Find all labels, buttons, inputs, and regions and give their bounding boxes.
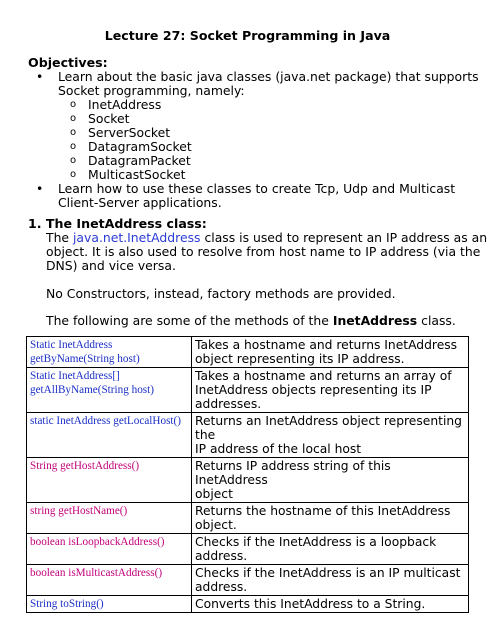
method-line: Static InetAddress[]: [30, 370, 120, 382]
bullet-icon: •: [36, 181, 44, 196]
paragraph-1-line-2: object. It is also used to resolve from host name to IP address (via the: [46, 244, 481, 259]
description-line: Converts this InetAddress to a String.: [195, 597, 426, 611]
inetaddress-link[interactable]: java.net.InetAddress: [72, 230, 201, 245]
sub-item-label: DatagramPacket: [88, 153, 191, 168]
description-line: InetAddress objects representing its IP: [195, 383, 432, 397]
method-line: String toString(): [30, 598, 104, 610]
lecture-title: Lecture 27: Socket Programming in Java: [104, 28, 391, 43]
sub-item-label: InetAddress: [88, 97, 162, 112]
method-cell: [27, 565, 192, 596]
sub-item-label: ServerSocket: [88, 125, 171, 140]
table-row: [27, 503, 469, 534]
method-cell: [27, 368, 192, 413]
description-line: addresses.: [195, 397, 262, 411]
objectives-heading: Objectives:: [28, 55, 108, 70]
table-row: [27, 413, 469, 458]
table-row: [27, 596, 469, 613]
table-row: [27, 534, 469, 565]
bullet-2-line-2: Client-Server applications.: [58, 195, 222, 210]
description-line: Returns IP address string of this InetAddress: [195, 459, 391, 487]
description-line: Takes a hostname and returns InetAddress: [195, 338, 458, 352]
para-prefix: The: [46, 230, 73, 245]
description-line: Returns the hostname of this InetAddress: [195, 504, 451, 518]
description-line: address.: [195, 580, 248, 594]
bullet-1-line-2: Socket programming, namely:: [58, 83, 245, 98]
para-suffix: class.: [417, 313, 456, 328]
bullet-2-line-1: Learn how to use these classes to create Tcp, Udp and Multicast: [58, 181, 456, 196]
circle-bullet-icon: o: [70, 169, 77, 180]
method-cell: [27, 337, 192, 368]
description-cell: [192, 596, 469, 613]
method-cell: [27, 503, 192, 534]
description-cell: [192, 565, 469, 596]
sub-item-label: DatagramSocket: [88, 139, 192, 154]
method-cell: [27, 413, 192, 458]
table-row: [27, 337, 469, 368]
paragraph-2: No Constructors, instead, factory methods are provided.: [46, 286, 396, 301]
description-line: object representing its IP address.: [195, 352, 405, 366]
description-cell: [192, 458, 469, 503]
methods-table: [26, 336, 469, 613]
method-line: String getHostAddress(): [30, 460, 140, 472]
circle-bullet-icon: o: [70, 127, 77, 138]
para-suffix: class is used to represent an IP address as an: [200, 230, 488, 245]
method-line: Static InetAddress: [30, 339, 113, 351]
bullet-1-line-1: Learn about the basic java classes (java.net package) that supports: [58, 69, 479, 84]
method-line: boolean isLoopbackAddress(): [30, 536, 165, 548]
circle-bullet-icon: o: [70, 113, 77, 124]
table-row: [27, 458, 469, 503]
circle-bullet-icon: o: [70, 155, 77, 166]
description-cell: [192, 503, 469, 534]
section-heading: 1. The InetAddress class:: [28, 216, 207, 231]
method-line: static InetAddress getLocalHost(): [30, 415, 181, 427]
description-line: object: [195, 487, 233, 501]
description-cell: [192, 413, 469, 458]
paragraph-1-line-3: DNS) and vice versa.: [46, 258, 176, 273]
method-cell: [27, 534, 192, 565]
description-line: IP address of the local host: [195, 442, 362, 456]
circle-bullet-icon: o: [70, 99, 77, 110]
table-row: [27, 565, 469, 596]
paragraph-3: [46, 314, 456, 328]
paragraph-1-line-1: [46, 231, 487, 245]
description-line: Takes a hostname and returns an array of: [195, 369, 452, 383]
description-cell: [192, 337, 469, 368]
method-line: getByName(String host): [30, 353, 140, 365]
description-cell: [192, 368, 469, 413]
circle-bullet-icon: o: [70, 141, 77, 152]
method-line: getAllByName(String host): [30, 384, 154, 396]
para-prefix: The following are some of the methods of the: [46, 313, 333, 328]
table-row: [27, 368, 469, 413]
description-line: Checks if the InetAddress is a loopback: [195, 535, 437, 549]
description-line: address.: [195, 549, 248, 563]
sub-item-label: MulticastSocket: [88, 167, 186, 182]
description-line: Checks if the InetAddress is an IP multicast: [195, 566, 461, 580]
description-cell: [192, 534, 469, 565]
sub-item-label: Socket: [88, 111, 130, 126]
bullet-icon: •: [36, 69, 44, 84]
description-line: Returns an InetAddress object representing the: [195, 414, 462, 442]
method-line: string getHostName(): [30, 505, 128, 517]
method-line: boolean isMulticastAddress(): [30, 567, 163, 579]
method-cell: [27, 596, 192, 613]
method-cell: [27, 458, 192, 503]
class-name-bold: InetAddress: [332, 313, 418, 328]
description-line: object.: [195, 518, 237, 532]
